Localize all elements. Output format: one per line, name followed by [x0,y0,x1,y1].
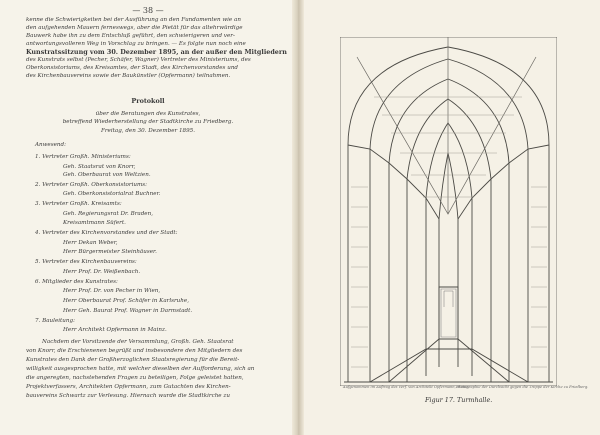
body-line: Bauwerk habe ihn zu dem Entschluß geführt, den schwierigeren und ver- [26,33,235,39]
attendee-line: Anwesend: [35,142,66,148]
body-line: von Knorr, die Erschienenen begrüßt und insbesondere den Mitgliedern des [26,348,243,354]
attendee-line: Herr Geh. Baurat Prof. Wagner in Darmstadt. [63,308,193,314]
attendee-line: 2. Vertreter Großh. Oberkonsistoriums: [35,182,148,188]
attendee-line: 5. Vertreter des Kirchenbauvereins: [35,259,137,265]
protocol-title: Protokoll [131,97,165,105]
attendee-line: Geh. Oberkonsistorialrat Buchner. [63,191,161,197]
attendee-line: 4. Vertreter des Kirchenvorstandes und der Stadt: [35,230,178,236]
attendee-line: 6. Mitglieder des Kunstrates: [35,279,118,285]
attendee-line: 1. Vertreter Großh. Ministeriums: [35,154,131,160]
body-line: Oberkonsistoriums, des Kreisamtes, der Stadt, des Kirchenvorstandes und [26,65,238,71]
attendee-line: Geh. Oberbaurat von Weltzien. [63,172,151,178]
page-number: — 38 — [132,6,164,15]
attendee-line: 7. Bauleitung: [35,318,75,324]
body-line: des Kirchenbauvereins sowie der Baukünstler (Opfermann) teilnahmen. [26,73,231,79]
attendee-line: Herr Prof. Dr. Weißenbach. [63,269,141,275]
attendee-line: Herr Architekt Opfermann in Mainz. [63,327,167,333]
body-line: Nachdem der Vorsitzende der Versammlung, Großh. Geh. Staatsrat [42,339,234,345]
protocol-subtitle: über die Beratungen des Kunstrates, [95,111,201,117]
figure-title: Figur 17. Turmhalle. [425,396,493,404]
attendee-line: Geh. Staatsrat von Knorr, [63,164,136,170]
gothic-arcade-figure [340,37,557,386]
body-line: Kunstrates den Dank der Großherzoglichen Staatsregierung für die Bereit- [26,357,240,363]
protocol-subtitle: betreffend Wiederherstellung der Stadtkirche zu Friedberg. [62,119,234,125]
body-line: kenne die Schwierigkeiten bei der Ausführung an den Fundamenten wie an [26,17,241,23]
body-line: willigkeit ausgesprochen hatte, mit welcher dieselben der Aufforderung, sich an [26,366,255,372]
attendee-line: Herr Prof. Dr. von Pecher in Wien, [63,288,161,294]
book-gutter [292,0,304,435]
body-line: des Kunstrats selbst (Pecher, Schäfer, Wagner) Vertreter des Ministeriums, des [26,57,251,63]
attendee-line: Kreisamtmann Süfert. [63,220,126,226]
protocol-date: Freitag, den 30. Dezember 1895. [100,128,196,134]
attendee-line: Herr Bürgermeister Steinhäuser. [63,249,157,255]
attendee-line: 3. Vertreter Großh. Kreisamts: [35,201,122,207]
attendee-line: Herr Dekan Weber, [63,240,118,246]
body-line: den aufgehenden Mauern ferneswegs, aber die Pietät für das altehrwürdige [26,25,243,31]
attendee-line: Herr Oberbaurat Prof. Schäfer in Karlsruhe, [63,298,189,304]
figure-caption-right: Photographie der Durchsicht gegen die Treppe der Kirche zu Friedberg. [456,385,589,389]
body-line-bold: Kunstratssitzung vom 30. Dezember 1895, an der außer den Mitgliedern [26,48,287,56]
body-line: die angeregten, nachstehenden Fragen zu beteiligen, Folge geleistet hatten, [26,375,244,381]
attendee-line: Geh. Regierungsrat Dr. Braden, [63,211,153,217]
body-line: bauvereins Schwartz zur Verlesung. Hiernach wurde die Stadtkirche zu [26,393,230,399]
body-line: antwortungsvolleren Weg in Vorschlag zu bringen. — Es folgte nun noch eine [26,41,246,47]
figure-caption-left: Aufgenommen im Auftrag des Verf. von Architekt Opfermann, Mainz. [343,385,470,389]
body-line: Projektverfassers, Architekten Opfermann, zum Gutachten des Kirchen- [26,384,231,390]
